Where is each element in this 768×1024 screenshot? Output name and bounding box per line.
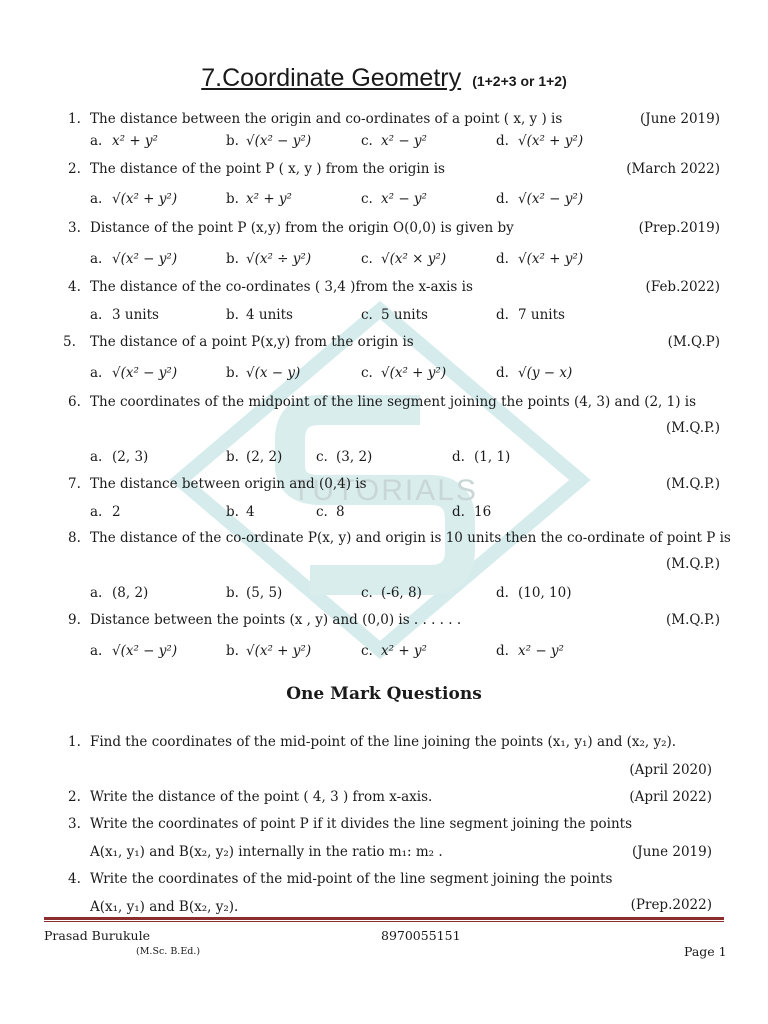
footer-qualification: (M.Sc. B.Ed.) <box>136 946 201 957</box>
question-text: The distance of the point P ( x, y ) from the origin is <box>90 161 445 177</box>
option-label: d. <box>496 585 509 601</box>
option-label: c. <box>361 191 373 207</box>
option-value: √(y − x) <box>518 365 573 381</box>
question-number: 3. <box>68 220 81 236</box>
option-label: a. <box>90 307 103 323</box>
question-source: (June 2019) <box>632 844 712 860</box>
question-source: (M.Q.P) <box>667 334 720 350</box>
question-number: 4. <box>68 871 81 887</box>
option-label: b. <box>226 449 239 465</box>
option-value: 4 <box>246 504 255 520</box>
question-source: (M.Q.P.) <box>666 556 720 572</box>
option-label: b. <box>226 133 239 149</box>
question-number: 2. <box>68 161 81 177</box>
question-source: (March 2022) <box>626 161 720 177</box>
question-source: (M.Q.P.) <box>666 612 720 628</box>
option-label: c. <box>361 307 373 323</box>
option-label: a. <box>90 643 103 659</box>
option-label: d. <box>452 504 465 520</box>
question-number: 5. <box>63 334 76 350</box>
option-label: d. <box>496 133 509 149</box>
option-label: d. <box>496 191 509 207</box>
option-value: √(x² × y²) <box>381 251 447 267</box>
option-value: 2 <box>112 504 121 520</box>
footer-author: Prasad Burukule <box>44 928 150 943</box>
question-number: 1. <box>68 111 81 127</box>
question-text: The distance of the co-ordinates ( 3,4 )from the x-axis is <box>90 279 473 295</box>
option-value: √(x² + y²) <box>518 133 584 149</box>
question-text: The distance of a point P(x,y) from the origin is <box>90 334 414 350</box>
option-value: 8 <box>336 504 345 520</box>
question-number: 8. <box>68 530 81 546</box>
option-label: c. <box>361 643 373 659</box>
question-text: Write the coordinates of point P if it divides the line segment joining the points <box>90 816 633 832</box>
option-label: b. <box>226 191 239 207</box>
option-label: a. <box>90 585 103 601</box>
option-label: a. <box>90 504 103 520</box>
marks-scheme: (1+2+3 or 1+2) <box>472 73 567 89</box>
question-number: 7. <box>68 476 81 492</box>
option-label: b. <box>226 504 239 520</box>
option-value: (1, 1) <box>474 449 511 465</box>
option-value: x² + y² <box>112 133 158 149</box>
question-text: The distance between the origin and co-ordinates of a point ( x, y ) is <box>90 111 563 127</box>
option-label: b. <box>226 365 239 381</box>
question-text: Distance between the points (x , y) and (0,0) is . . . . . . <box>90 612 462 628</box>
svg-text:TUTORIALS: TUTORIALS <box>292 474 478 507</box>
option-value: 7 units <box>518 307 565 323</box>
title-text: 7.Coordinate Geometry <box>201 64 462 92</box>
question-number: 9. <box>68 612 81 628</box>
footer-phone: 8970055151 <box>381 928 461 943</box>
option-value: x² + y² <box>381 643 427 659</box>
option-value: √(x² − y²) <box>112 365 178 381</box>
option-value: x² − y² <box>518 643 564 659</box>
footer-divider <box>44 917 724 920</box>
question-source: (April 2022) <box>629 789 712 805</box>
question-number: 3. <box>68 816 81 832</box>
question-text-continued: A(x₁, y₁) and B(x₂, y₂) internally in the ratio m₁: m₂ . <box>90 844 443 860</box>
question-text: The distance between origin and (0,4) is <box>90 476 367 492</box>
question-text: The distance of the co-ordinate P(x, y) and origin is 10 units then the co-ordinate of point P is <box>90 530 731 546</box>
question-number: 2. <box>68 789 81 805</box>
option-label: d. <box>452 449 465 465</box>
question-text: Distance of the point P (x,y) from the origin O(0,0) is given by <box>90 220 514 236</box>
question-text: The coordinates of the midpoint of the line segment joining the points (4, 3) and (2, 1) is <box>90 394 697 410</box>
question-source: (Prep.2019) <box>638 220 720 236</box>
option-value: (2, 3) <box>112 449 149 465</box>
option-value: x² − y² <box>381 133 427 149</box>
option-value: 4 units <box>246 307 293 323</box>
option-value: x² − y² <box>381 191 427 207</box>
option-label: b. <box>226 585 239 601</box>
option-value: √(x² − y²) <box>246 133 312 149</box>
question-number: 4. <box>68 279 81 295</box>
one-mark-heading: One Mark Questions <box>286 684 482 704</box>
option-label: c. <box>361 585 373 601</box>
option-label: d. <box>496 643 509 659</box>
question-source: (June 2019) <box>640 111 720 127</box>
footer-page-number: Page 1 <box>684 944 727 959</box>
option-value: (-6, 8) <box>381 585 422 601</box>
question-text: Find the coordinates of the mid-point of the line joining the points (x₁, y₁) and (x₂, y₂). <box>90 734 677 750</box>
option-label: c. <box>361 365 373 381</box>
question-source: (Feb.2022) <box>645 279 720 295</box>
option-label: b. <box>226 307 239 323</box>
footer-divider-thin <box>44 921 724 922</box>
option-value: (10, 10) <box>518 585 572 601</box>
option-value: √(x² ÷ y²) <box>246 251 312 267</box>
question-number: 6. <box>68 394 81 410</box>
option-label: a. <box>90 191 103 207</box>
option-value: √(x² + y²) <box>518 251 584 267</box>
option-value: 16 <box>474 504 492 520</box>
option-value: √(x − y) <box>246 365 301 381</box>
option-value: √(x² − y²) <box>112 643 178 659</box>
option-value: 3 units <box>112 307 159 323</box>
option-value: √(x² − y²) <box>518 191 584 207</box>
option-label: b. <box>226 251 239 267</box>
option-label: d. <box>496 365 509 381</box>
option-value: √(x² + y²) <box>381 365 447 381</box>
question-number: 1. <box>68 734 81 750</box>
option-label: b. <box>226 643 239 659</box>
option-label: c. <box>316 504 328 520</box>
option-value: 5 units <box>381 307 428 323</box>
question-text-continued: A(x₁, y₁) and B(x₂, y₂). <box>90 899 239 915</box>
option-label: a. <box>90 133 103 149</box>
option-label: d. <box>496 307 509 323</box>
option-label: d. <box>496 251 509 267</box>
question-source: (Prep.2022) <box>630 897 712 913</box>
option-value: √(x² + y²) <box>246 643 312 659</box>
option-value: √(x² − y²) <box>112 251 178 267</box>
question-text: Write the coordinates of the mid-point of the line segment joining the points <box>90 871 613 887</box>
option-value: (2, 2) <box>246 449 283 465</box>
question-source: (M.Q.P.) <box>666 476 720 492</box>
option-label: c. <box>316 449 328 465</box>
option-value: (3, 2) <box>336 449 373 465</box>
page-title <box>0 64 768 93</box>
option-label: a. <box>90 365 103 381</box>
option-value: (8, 2) <box>112 585 149 601</box>
option-label: a. <box>90 449 103 465</box>
option-value: √(x² + y²) <box>112 191 178 207</box>
question-text: Write the distance of the point ( 4, 3 ) from x-axis. <box>90 789 433 805</box>
option-value: (5, 5) <box>246 585 283 601</box>
question-source: (April 2020) <box>629 762 712 778</box>
question-source: (M.Q.P.) <box>666 420 720 436</box>
option-label: c. <box>361 251 373 267</box>
option-label: a. <box>90 251 103 267</box>
option-label: c. <box>361 133 373 149</box>
option-value: x² + y² <box>246 191 292 207</box>
